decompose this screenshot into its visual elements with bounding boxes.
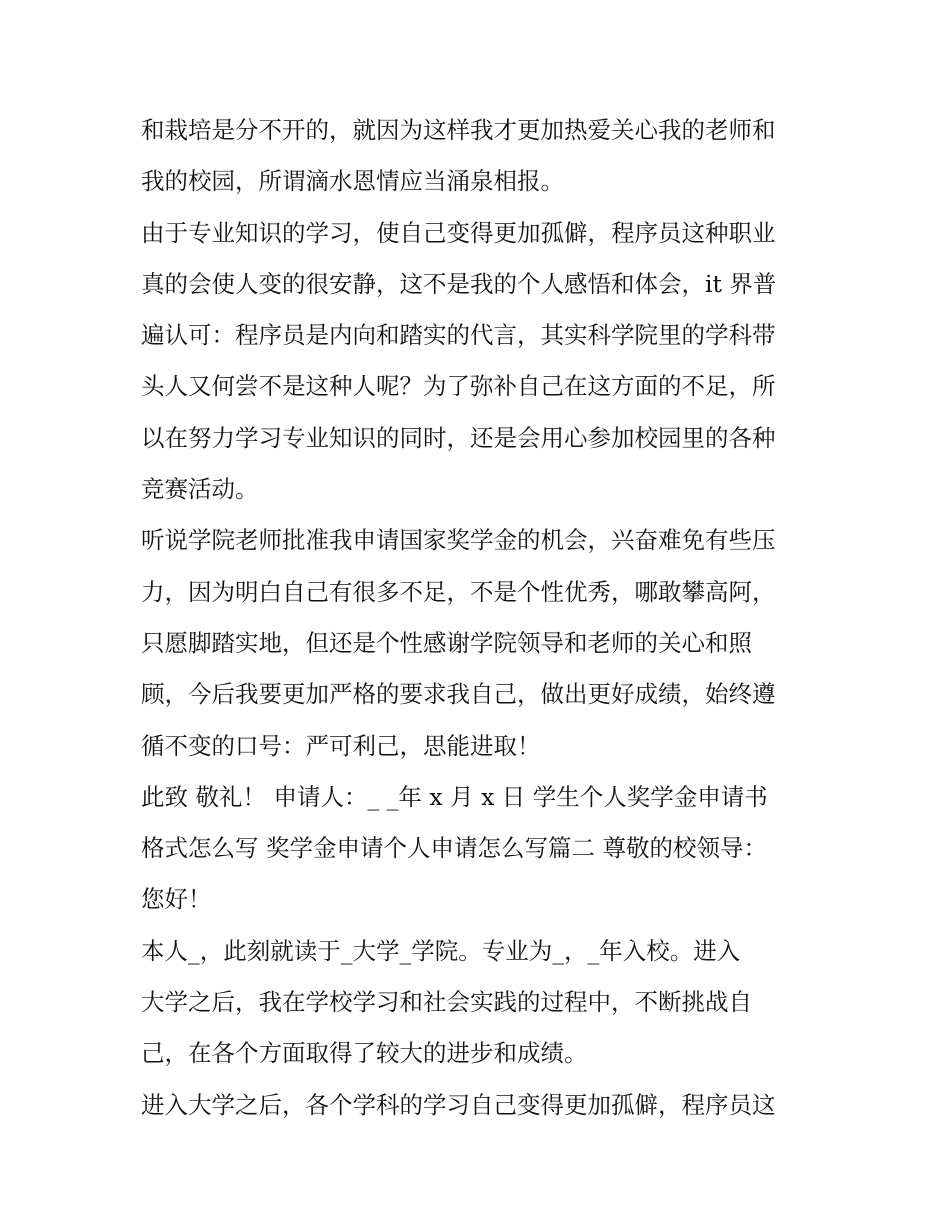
text-line: 力，因为明白自己有很多不足，不是个性优秀，哪敢攀高阿， (141, 577, 776, 606)
text-body (141, 105, 821, 1131)
text-line: 己，在各个方面取得了较大的进步和成绩。 (141, 1039, 588, 1068)
text-line: 以在努力学习专业知识的同时，还是会用心参加校园里的各种 (141, 423, 776, 452)
text-line: 此致 敬礼！ 申请人：_ _年 x 月 x 日 学生个人奖学金申请书 (141, 782, 768, 811)
text-line: 听说学院老师批准我申请国家奖学金的机会，兴奋难免有些压 (141, 526, 776, 555)
text-line: 由于专业知识的学习，使自己变得更加孤僻，程序员这种职业 (141, 218, 776, 247)
text-line: 我的校园，所谓滴水恩情应当涌泉相报。 (141, 167, 564, 196)
text-line: 大学之后，我在学校学习和社会实践的过程中，不断挑战自 (141, 988, 752, 1017)
text-line: 顾，今后我要更加严格的要求我自己，做出更好成绩，始终遵 (141, 680, 776, 709)
text-line: 您好！ (141, 885, 212, 914)
text-line: 循不变的口号：严可利己，思能进取！ (141, 731, 541, 760)
text-line: 进入大学之后，各个学科的学习自己变得更加孤僻，程序员这 (141, 1090, 776, 1119)
text-line: 格式怎么写 奖学金申请个人申请怎么写篇二 尊敬的校领导： (141, 834, 767, 863)
text-line: 本人_，此刻就读于_大学_学院。专业为_，_年入校。进入 (141, 936, 741, 965)
text-line: 只愿脚踏实地，但还是个性感谢学院领导和老师的关心和照 (141, 628, 752, 657)
text-line: 头人又何尝不是这种人呢？为了弥补自己在这方面的不足，所 (141, 372, 776, 401)
text-line: 和栽培是分不开的，就因为这样我才更加热爱关心我的老师和 (141, 116, 776, 144)
text-line: 遍认可：程序员是内向和踏实的代言，其实科学院里的学科带 (141, 321, 776, 350)
text-line: 竞赛活动。 (141, 475, 259, 504)
text-line: 真的会使人变的很安静，这不是我的个人感悟和体会，it 界普 (141, 269, 777, 298)
